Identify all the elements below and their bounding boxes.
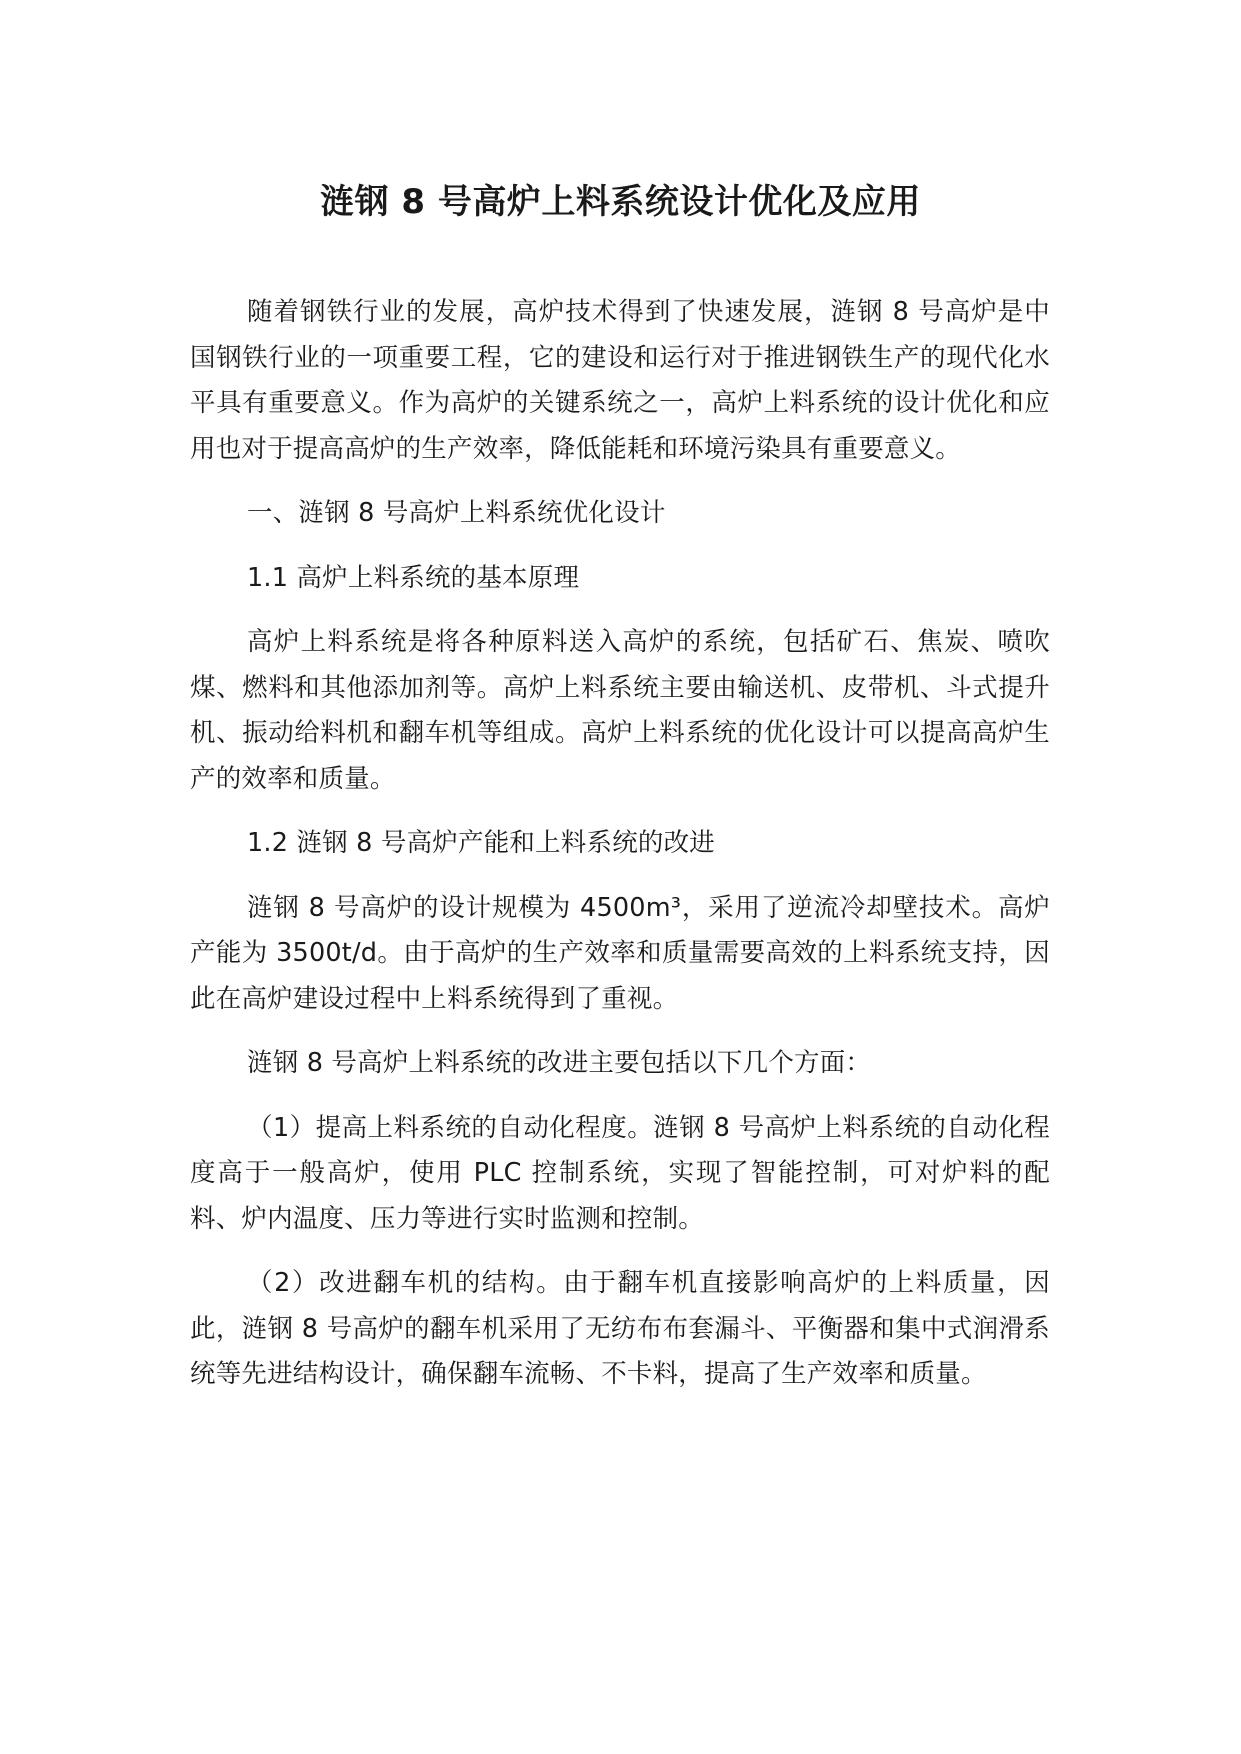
paragraph-improvement-1: （1）提高上料系统的自动化程度。涟钢 8 号高炉上料系统的自动化程度高于一般高炉，使用 PLC 控制系统，实现了智能控制，可对炉料的配料、炉内温度、压力等进行实时监测和控制。 [190, 1112, 1050, 1234]
paragraph-improvements-intro: 涟钢 8 号高炉上料系统的改进主要包括以下几个方面： [247, 1048, 872, 1078]
paragraph-capacity: 涟钢 8 号高炉的设计规模为 4500m³，采用了逆流冷却壁技术。高炉产能为 3500t/d。由于高炉的生产效率和质量需要高效的上料系统支持，因此在高炉建设过程中上料系统得到了重视。 [190, 892, 1050, 1014]
subsection-heading-1-1: 1.1 高炉上料系统的基本原理 [247, 562, 580, 593]
document-title: 涟钢 8 号高炉上料系统设计优化及应用 [320, 182, 921, 222]
paragraph-improvement-2: （2）改进翻车机的结构。由于翻车机直接影响高炉的上料质量，因此，涟钢 8 号高炉的翻车机采用了无纺布布套漏斗、平衡器和集中式润滑系统等先进结构设计，确保翻车流畅、不卡料，提高了生产效率和质量。 [190, 1268, 1050, 1389]
section-heading-1: 一、涟钢 8 号高炉上料系统优化设计 [247, 498, 666, 528]
paragraph-basic-principle: 高炉上料系统是将各种原料送入高炉的系统，包括矿石、焦炭、喷吹煤、燃料和其他添加剂等。高炉上料系统主要由输送机、皮带机、斗式提升机、振动给料机和翻车机等组成。高炉上料系统的优化设计可以提高高炉生产的效率和质量。 [190, 627, 1050, 794]
document-body [190, 290, 1050, 1417]
intro-paragraph: 随着钢铁行业的发展，高炉技术得到了快速发展，涟钢 8 号高炉是中国钢铁行业的一项重要工程，它的建设和运行对于推进钢铁生产的现代化水平具有重要意义。作为高炉的关键系统之一，高炉上料系统的设计优化和应用也对于提高高炉的生产效率，降低能耗和环境污染具有重要意义。 [190, 297, 1050, 464]
subsection-heading-1-2: 1.2 涟钢 8 号高炉产能和上料系统的改进 [247, 828, 715, 858]
